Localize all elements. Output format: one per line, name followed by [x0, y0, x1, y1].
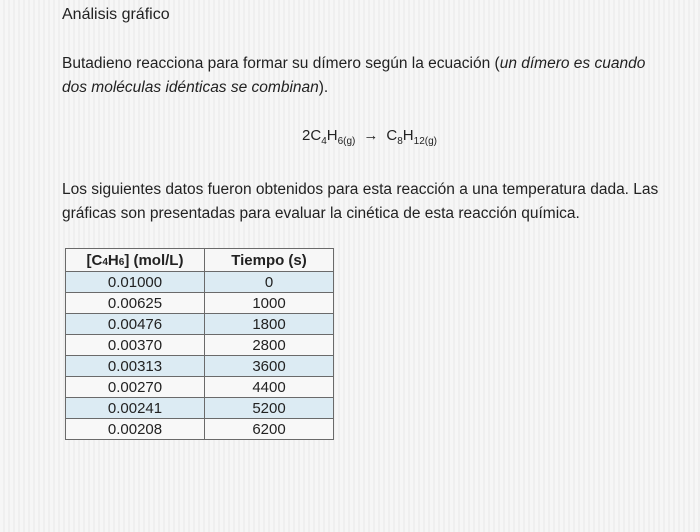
equation-reactant-h: H [326, 127, 338, 144]
section-title: Análisis gráfico [62, 6, 170, 23]
table-row [66, 314, 334, 335]
equation-coefficient: 2 [302, 127, 311, 144]
cell-time: 5200 [205, 398, 334, 419]
cell-concentration: 0.01000 [66, 272, 205, 293]
table-row [66, 293, 334, 314]
equation-product-h: H [402, 127, 414, 144]
equation-reactant-c: C [310, 127, 322, 144]
table-header-row [66, 249, 334, 272]
header-concentration: [C4H6] (mol/L) [66, 249, 205, 272]
cell-time: 1000 [205, 293, 334, 314]
table-row [66, 419, 334, 440]
cell-concentration: 0.00313 [66, 356, 205, 377]
cell-time: 2800 [205, 335, 334, 356]
kinetics-data-table [65, 248, 334, 440]
table-row [66, 335, 334, 356]
equation-product-c: C [386, 127, 398, 144]
intro-text: Butadieno reacciona para formar su dímero según la ecuación ( [62, 55, 500, 72]
cell-concentration: 0.00208 [66, 419, 205, 440]
cell-concentration: 0.00270 [66, 377, 205, 398]
cell-concentration: 0.00476 [66, 314, 205, 335]
table-row [66, 356, 334, 377]
chemical-equation [302, 127, 437, 147]
intro-paragraph [62, 52, 662, 100]
equation-product-h-sub: 12(g) [413, 136, 437, 147]
reaction-arrow-icon: → [363, 127, 379, 144]
cell-concentration: 0.00241 [66, 398, 205, 419]
table-row [66, 377, 334, 398]
table-row [66, 398, 334, 419]
cell-concentration: 0.00370 [66, 335, 205, 356]
table-row [66, 272, 334, 293]
cell-time: 1800 [205, 314, 334, 335]
cell-concentration: 0.00625 [66, 293, 205, 314]
equation-reactant-h-sub: 6(g) [337, 136, 356, 147]
intro-italic-note: un dímero es cuando dos moléculas idénticas se combinan [62, 55, 646, 96]
cell-time: 4400 [205, 377, 334, 398]
equation-reactant-c-sub: 4 [321, 136, 327, 147]
equation-product-c-sub: 8 [397, 136, 403, 147]
cell-time: 6200 [205, 419, 334, 440]
data-description-paragraph: Los siguientes datos fueron obtenidos para esta reacción a una temperatura dada. Las gráficas son presentadas para evaluar la cinética de esta reacción química. [62, 181, 659, 222]
cell-time: 0 [205, 272, 334, 293]
intro-text-end: ). [318, 79, 329, 96]
cell-time: 3600 [205, 356, 334, 377]
header-time: Tiempo (s) [205, 249, 334, 272]
